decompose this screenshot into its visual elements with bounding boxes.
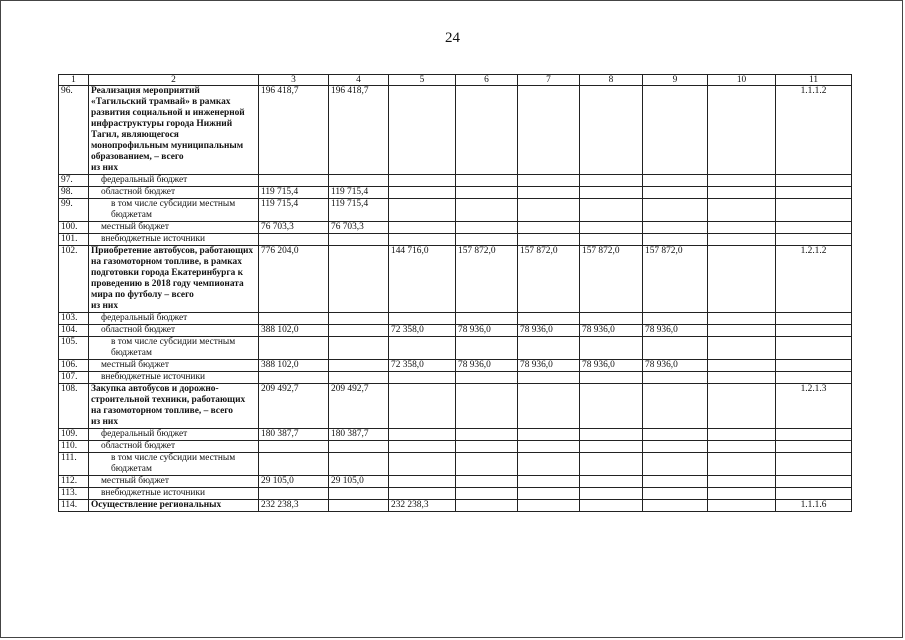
value-cell [456, 384, 518, 429]
value-cell: 119 715,4 [259, 187, 329, 199]
row-number: 98. [59, 187, 89, 199]
column-header: 7 [518, 75, 580, 86]
column-header: 2 [89, 75, 259, 86]
value-cell [580, 187, 643, 199]
column-header: 1 [59, 75, 89, 86]
value-cell [708, 325, 776, 337]
value-cell [580, 441, 643, 453]
value-cell [580, 372, 643, 384]
value-cell [580, 384, 643, 429]
row-number: 97. [59, 175, 89, 187]
row-label [89, 86, 259, 175]
row-number: 112. [59, 476, 89, 488]
value-cell [708, 500, 776, 512]
value-cell [456, 313, 518, 325]
value-cell: 72 358,0 [389, 360, 456, 372]
row-label [89, 246, 259, 313]
value-cell [456, 441, 518, 453]
table-row [59, 86, 852, 175]
value-cell [708, 86, 776, 175]
table-row [59, 325, 852, 337]
value-cell: 196 418,7 [329, 86, 389, 175]
value-cell: 78 936,0 [456, 325, 518, 337]
value-cell [389, 199, 456, 222]
value-cell [643, 199, 708, 222]
row-label [89, 500, 259, 512]
column-header: 10 [708, 75, 776, 86]
value-cell [643, 500, 708, 512]
value-cell: 76 703,3 [259, 222, 329, 234]
reference-cell [776, 222, 852, 234]
reference-cell [776, 488, 852, 500]
value-cell [518, 453, 580, 476]
reference-cell [776, 187, 852, 199]
value-cell [708, 187, 776, 199]
table-row [59, 372, 852, 384]
value-cell: 119 715,4 [329, 187, 389, 199]
value-cell: 78 936,0 [518, 360, 580, 372]
row-label [89, 337, 259, 360]
row-label-text: в том числе субсидии местным бюджетам [111, 337, 236, 358]
value-cell: 119 715,4 [329, 199, 389, 222]
row-sublabel: из них [91, 163, 119, 173]
table-row [59, 476, 852, 488]
reference-cell [776, 313, 852, 325]
value-cell: 157 872,0 [643, 246, 708, 313]
value-cell [708, 384, 776, 429]
value-cell [518, 384, 580, 429]
value-cell [389, 337, 456, 360]
value-cell [329, 234, 389, 246]
row-label-text: федеральный бюджет [101, 429, 188, 439]
value-cell [580, 429, 643, 441]
value-cell [580, 222, 643, 234]
row-number: 105. [59, 337, 89, 360]
value-cell [389, 488, 456, 500]
reference-cell [776, 429, 852, 441]
row-label [89, 360, 259, 372]
table-row [59, 187, 852, 199]
value-cell [643, 187, 708, 199]
value-cell [329, 500, 389, 512]
row-number: 113. [59, 488, 89, 500]
reference-cell [776, 337, 852, 360]
value-cell: 196 418,7 [259, 86, 329, 175]
table-row [59, 175, 852, 187]
row-label-text: внебюджетные источники [101, 372, 206, 382]
row-number: 99. [59, 199, 89, 222]
table-row [59, 360, 852, 372]
row-label-text: местный бюджет [101, 476, 169, 486]
value-cell [643, 384, 708, 429]
value-cell [329, 360, 389, 372]
value-cell: 76 703,3 [329, 222, 389, 234]
value-cell [389, 476, 456, 488]
value-cell [259, 337, 329, 360]
value-cell [259, 175, 329, 187]
row-number: 110. [59, 441, 89, 453]
value-cell: 388 102,0 [259, 360, 329, 372]
row-label-text: в том числе субсидии местным бюджетам [111, 199, 236, 220]
table-row [59, 313, 852, 325]
row-number: 100. [59, 222, 89, 234]
row-number: 102. [59, 246, 89, 313]
value-cell [643, 222, 708, 234]
value-cell [643, 313, 708, 325]
row-number: 108. [59, 384, 89, 429]
value-cell [329, 488, 389, 500]
value-cell [259, 313, 329, 325]
value-cell [329, 325, 389, 337]
row-number: 104. [59, 325, 89, 337]
value-cell: 209 492,7 [329, 384, 389, 429]
value-cell [580, 234, 643, 246]
value-cell [643, 453, 708, 476]
value-cell [708, 199, 776, 222]
value-cell [643, 86, 708, 175]
value-cell [329, 313, 389, 325]
value-cell [456, 476, 518, 488]
row-label-text: областной бюджет [101, 325, 176, 335]
value-cell [708, 453, 776, 476]
value-cell [708, 313, 776, 325]
value-cell: 119 715,4 [259, 199, 329, 222]
value-cell [518, 187, 580, 199]
value-cell [643, 476, 708, 488]
value-cell [643, 337, 708, 360]
value-cell: 78 936,0 [643, 360, 708, 372]
row-label-text: Закупка автобусов и дорожно-строительной техники, работающих на газомоторном топливе, – всего [91, 384, 246, 416]
value-cell [580, 337, 643, 360]
value-cell [389, 453, 456, 476]
reference-cell [776, 175, 852, 187]
table-row [59, 384, 852, 429]
value-cell [389, 175, 456, 187]
value-cell [389, 313, 456, 325]
value-cell [580, 476, 643, 488]
row-label-text: федеральный бюджет [101, 175, 188, 185]
row-label-text: внебюджетные источники [101, 234, 206, 244]
row-label-text: федеральный бюджет [101, 313, 188, 323]
table-row [59, 234, 852, 246]
row-sublabel: из них [91, 417, 119, 427]
value-cell [580, 199, 643, 222]
value-cell [580, 313, 643, 325]
value-cell [389, 441, 456, 453]
value-cell [708, 337, 776, 360]
row-label [89, 441, 259, 453]
value-cell: 72 358,0 [389, 325, 456, 337]
value-cell [518, 86, 580, 175]
reference-cell: 1.2.1.3 [776, 384, 852, 429]
row-number: 96. [59, 86, 89, 175]
reference-cell [776, 234, 852, 246]
value-cell: 180 387,7 [329, 429, 389, 441]
row-label [89, 175, 259, 187]
row-label [89, 429, 259, 441]
value-cell [456, 175, 518, 187]
table-row [59, 441, 852, 453]
value-cell: 776 204,0 [259, 246, 329, 313]
value-cell [329, 372, 389, 384]
reference-cell [776, 453, 852, 476]
column-header: 11 [776, 75, 852, 86]
reference-cell [776, 372, 852, 384]
value-cell [259, 441, 329, 453]
value-cell [518, 488, 580, 500]
value-cell [518, 222, 580, 234]
column-header: 9 [643, 75, 708, 86]
value-cell [580, 488, 643, 500]
value-cell: 209 492,7 [259, 384, 329, 429]
value-cell [456, 86, 518, 175]
row-label-text: местный бюджет [101, 222, 169, 232]
value-cell: 78 936,0 [643, 325, 708, 337]
table-row [59, 222, 852, 234]
value-cell [456, 337, 518, 360]
row-label [89, 476, 259, 488]
value-cell [456, 187, 518, 199]
table-row [59, 429, 852, 441]
value-cell [708, 476, 776, 488]
value-cell [389, 86, 456, 175]
table-row [59, 246, 852, 313]
value-cell: 157 872,0 [456, 246, 518, 313]
reference-cell [776, 360, 852, 372]
table-row [59, 337, 852, 360]
row-label [89, 488, 259, 500]
value-cell [518, 476, 580, 488]
reference-cell [776, 199, 852, 222]
value-cell [708, 372, 776, 384]
value-cell [518, 337, 580, 360]
column-header: 4 [329, 75, 389, 86]
value-cell [708, 488, 776, 500]
value-cell [456, 372, 518, 384]
row-label [89, 187, 259, 199]
value-cell: 78 936,0 [580, 360, 643, 372]
column-header: 3 [259, 75, 329, 86]
row-label-text: местный бюджет [101, 360, 169, 370]
row-label [89, 453, 259, 476]
column-header: 6 [456, 75, 518, 86]
row-label [89, 313, 259, 325]
value-cell: 144 716,0 [389, 246, 456, 313]
value-cell [259, 453, 329, 476]
row-label-text: областной бюджет [101, 187, 176, 197]
value-cell [580, 453, 643, 476]
value-cell [643, 175, 708, 187]
reference-cell [776, 476, 852, 488]
value-cell [329, 453, 389, 476]
value-cell [518, 429, 580, 441]
row-number: 103. [59, 313, 89, 325]
table-row [59, 453, 852, 476]
value-cell [518, 372, 580, 384]
value-cell [708, 441, 776, 453]
value-cell [580, 175, 643, 187]
table-body [59, 86, 852, 512]
table-row [59, 488, 852, 500]
value-cell [708, 175, 776, 187]
value-cell [643, 429, 708, 441]
row-number: 109. [59, 429, 89, 441]
value-cell [456, 234, 518, 246]
value-cell [518, 199, 580, 222]
reference-cell: 1.1.1.6 [776, 500, 852, 512]
reference-cell: 1.2.1.2 [776, 246, 852, 313]
value-cell: 29 105,0 [329, 476, 389, 488]
row-number: 111. [59, 453, 89, 476]
value-cell [389, 384, 456, 429]
page-number: 24 [445, 30, 460, 46]
row-label [89, 234, 259, 246]
value-cell [329, 337, 389, 360]
value-cell [389, 234, 456, 246]
value-cell: 180 387,7 [259, 429, 329, 441]
value-cell [259, 234, 329, 246]
value-cell [456, 453, 518, 476]
header-row [59, 75, 852, 86]
reference-cell [776, 325, 852, 337]
value-cell [643, 441, 708, 453]
reference-cell: 1.1.1.2 [776, 86, 852, 175]
value-cell: 232 238,3 [259, 500, 329, 512]
column-header: 5 [389, 75, 456, 86]
value-cell [389, 372, 456, 384]
row-label [89, 325, 259, 337]
value-cell [643, 234, 708, 246]
value-cell [708, 222, 776, 234]
row-number: 101. [59, 234, 89, 246]
value-cell [329, 246, 389, 313]
value-cell: 78 936,0 [456, 360, 518, 372]
value-cell [518, 234, 580, 246]
value-cell: 388 102,0 [259, 325, 329, 337]
row-label [89, 222, 259, 234]
value-cell [329, 175, 389, 187]
value-cell [456, 500, 518, 512]
value-cell [456, 488, 518, 500]
value-cell: 157 872,0 [518, 246, 580, 313]
row-label [89, 372, 259, 384]
value-cell [456, 429, 518, 441]
value-cell [518, 313, 580, 325]
row-label-text: Осуществление региональных [91, 500, 222, 510]
value-cell [389, 222, 456, 234]
value-cell [580, 86, 643, 175]
row-number: 106. [59, 360, 89, 372]
value-cell [643, 372, 708, 384]
row-label [89, 384, 259, 429]
table-row [59, 500, 852, 512]
value-cell: 29 105,0 [259, 476, 329, 488]
reference-cell [776, 441, 852, 453]
row-label-text: областной бюджет [101, 441, 176, 451]
row-sublabel: из них [91, 301, 119, 311]
value-cell [518, 441, 580, 453]
value-cell: 232 238,3 [389, 500, 456, 512]
row-number: 107. [59, 372, 89, 384]
value-cell [456, 222, 518, 234]
value-cell [518, 175, 580, 187]
value-cell [580, 500, 643, 512]
budget-table [58, 74, 852, 512]
row-label-text: внебюджетные источники [101, 488, 206, 498]
value-cell [708, 234, 776, 246]
value-cell [389, 429, 456, 441]
row-label [89, 199, 259, 222]
value-cell [329, 441, 389, 453]
value-cell [389, 187, 456, 199]
value-cell [708, 429, 776, 441]
table-row [59, 199, 852, 222]
value-cell [643, 488, 708, 500]
column-header: 8 [580, 75, 643, 86]
value-cell [456, 199, 518, 222]
row-label-text: Приобретение автобусов, работающих на газомоторном топливе, в рамках подготовки города Екатеринбурга к проведению в 2018 году чемпионата мира по футболу – всего [91, 246, 254, 300]
value-cell [259, 372, 329, 384]
value-cell: 157 872,0 [580, 246, 643, 313]
value-cell: 78 936,0 [518, 325, 580, 337]
value-cell [708, 360, 776, 372]
row-label-text: Реализация мероприятий «Тагильский трамвай» в рамках развития социальной и инженерной инфраструктуры города Нижний Тагил, являющегося монопрофильным муниципальным образованием, – всего [91, 86, 245, 162]
value-cell [518, 500, 580, 512]
row-number: 114. [59, 500, 89, 512]
value-cell [708, 246, 776, 313]
value-cell [259, 488, 329, 500]
value-cell: 78 936,0 [580, 325, 643, 337]
row-label-text: в том числе субсидии местным бюджетам [111, 453, 236, 474]
